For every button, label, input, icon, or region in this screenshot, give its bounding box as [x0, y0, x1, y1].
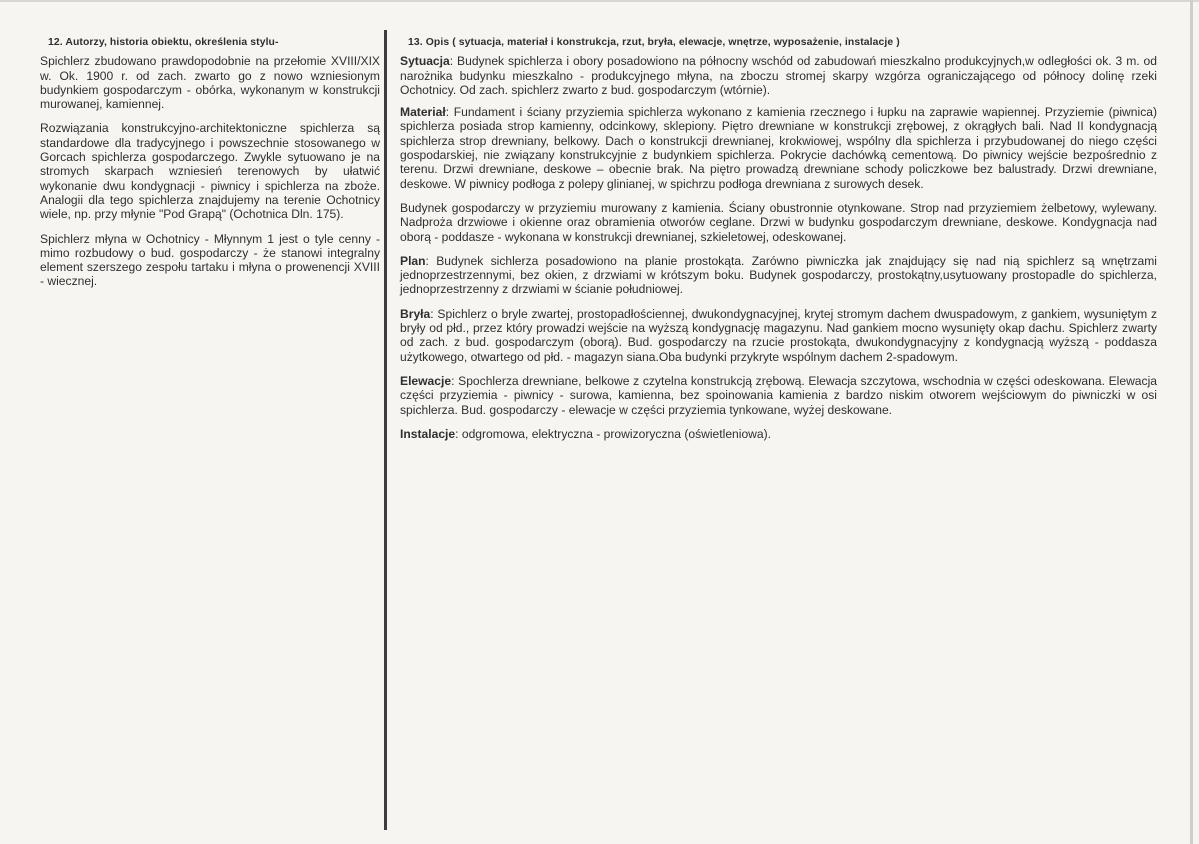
page-right-edge — [1190, 0, 1193, 844]
bryla-label: Bryła — [400, 306, 431, 321]
sytuacja-paragraph — [400, 54, 1157, 97]
material-text: : Fundament i ściany przyziemia spichlerza wykonano z kamienia rzecznego i łupku na zaprawie wapiennej. Przyziemie (piwnica) spichlerza posiada strop kamienny, odcinkowy, sklepiony. Piętro drewniane w konstrukcji zrębowej, z okrągłych bali. Nad II kondygnacją spichlerza strop drewniany, belkowy. Dach o konstrukcji drewnianej, krokwiowej, wspólny dla spichlerza i przybudowanej do niego części gospodarskiej, nie związany konstrukcyjnie z budynkiem spichlerza. Pokrycie dachówką cementową. Do piwnicy wejście bezpośrednio z terenu. Drzwi drewniane, deskowe – obecnie brak. Na piętro prowadzą drewniane schody policzkowe bez balustrady. Drzwi drewniane, deskowe. W piwnicy podłoga z polepy glinianej, w spichrzu podłoga drewniana z surowych desek. — [400, 105, 1157, 191]
page-top-edge — [0, 0, 1199, 2]
section-12-heading: 12. Autorzy, historia obiektu, określenia stylu- — [48, 37, 279, 48]
budynek-gospodarczy-text: Budynek gospodarczy w przyziemiu murowany z kamienia. Ściany obustronnie otynkowane. Strop nad przyziemiem żelbetowy, wylewany. Nadproża drzwiowe i okienne oraz obramienia otworów ceglane. Drzwi w budynku gospodarczym drewniane, deskowe. Kondygnacja nad oborą - poddasze - wykonana w konstrukcji drewnianej, szkieletowej, odeskowanej. — [400, 200, 1157, 244]
plan-paragraph — [400, 254, 1157, 297]
material-paragraph — [400, 105, 1157, 191]
material-label: Materiał — [400, 105, 446, 120]
plan-label: Plan — [400, 253, 426, 268]
elewacje-text: : Spochlerza drewniane, belkowe z czytelna konstrukcją zrębową. Elewacja szczytowa, wschodnia w części odeskowana. Elewacja części przyziemia - piwnicy - surowa, kamienna, bez spoinowania kamienia z bardzo niskim otworem wejściowym do piwniczki w osi spichlerza. Bud. gospodarczy - elewacje w części przyziemia tynkowane, wyżej deskowane. — [400, 373, 1157, 417]
bryla-text: : Spichlerz o bryle zwartej, prostopadłościennej, dwukondygnacyjnej, krytej stromym dachem dwuspadowym, z gankiem, wysuniętym z bryły od płd., przez który prowadzi wejście na wyższą kondygnację magazynu. Nad gankiem mocno wysunięty okap dachu. Spichlerz zwarty od zach. z bud. gospodarczym (oborą). Bud. gospodarczy na rzucie prostokąta, dwukondygnacyjny z kondygnacją wyższą - poddasza użytkowego, otwartego od płd. - magazyn siana.Oba budynki przykryte wspólnym dachem 2-spadowym. — [400, 306, 1157, 364]
elewacje-paragraph — [400, 374, 1157, 417]
left-paragraph-1: Spichlerz zbudowano prawdopodobnie na przełomie XVIII/XIX w. Ok. 1900 r. od zach. zwarto go z nowo wzniesionym budynkiem gospodarczym - obórka, wykonanym w konstrukcji murowanej, kamiennej. — [40, 54, 380, 112]
left-column — [40, 36, 380, 299]
elewacje-label: Elewacje — [400, 373, 452, 388]
instalacje-label: Instalacje — [400, 426, 456, 441]
section-13-heading: 13. Opis ( sytuacja, materiał i konstrukcja, rzut, bryła, elewacje, wnętrze, wyposażenie, instalacje ) — [408, 37, 900, 48]
left-paragraph-2: Rozwiązania konstrukcyjno-architektoniczne spichlerza są standardowe dla tradycyjnego i powszechnie stosowanego w Gorcach spichlerza gospodarczego. Zwykle sytuowano je na stromych skarpach wzniesień terenowych by ułatwić wykonanie dwu kondygnacji - piwnicy i spichlerza na zboże. Analogii dla tego spichlerza znajdujemy na terenie Ochotnicy wiele, np. przy młynie "Pod Grapą" (Ochotnica Dln. 175). — [40, 121, 380, 222]
left-paragraph-3: Spichlerz młyna w Ochotnicy - Młynnym 1 jest o tyle cenny - mimo rozbudowy o bud. gospodarczy - że stanowi integralny element szerszego zespołu tartaku i młyna o prowenencji XVIII - wiecznej. — [40, 231, 380, 289]
column-divider — [384, 30, 387, 830]
sytuacja-text: : Budynek spichlerza i obory posadowiono na północny wschód od zabudowań mieszkalno produkcyjnych,w odległości ok. 3 m. od narożnika budynku mieszkalno - produkcyjnego młyna, na zboczu stromej skarpy wzgórza ograniczającego od północy dolinę rzeki Ochotnicy. Od zach. spichlerz zwarto z bud. gospodarczym (wtórnie). — [400, 54, 1157, 97]
instalacje-paragraph — [400, 427, 1157, 441]
budynek-gospodarczy-paragraph — [400, 201, 1157, 244]
bryla-paragraph — [400, 307, 1157, 364]
plan-text: : Budynek sichlerza posadowiono na planie prostokąta. Zarówno piwniczka jak znajdujący się nad nią spichlerz są wnętrzami jednoprzestrzennymi, bez okien, z drzwiami w krótszym boku. Budynek gospodarczy, prostokątny,usytuowany prostopadle do spichlerza, jednoprzestrzenny z drzwiami w ścianie południowej. — [400, 253, 1157, 297]
sytuacja-label: Sytuacja — [400, 54, 450, 69]
right-column — [400, 36, 1157, 451]
instalacje-text: : odgromowa, elektryczna - prowizoryczna (oświetleniowa). — [455, 426, 772, 441]
